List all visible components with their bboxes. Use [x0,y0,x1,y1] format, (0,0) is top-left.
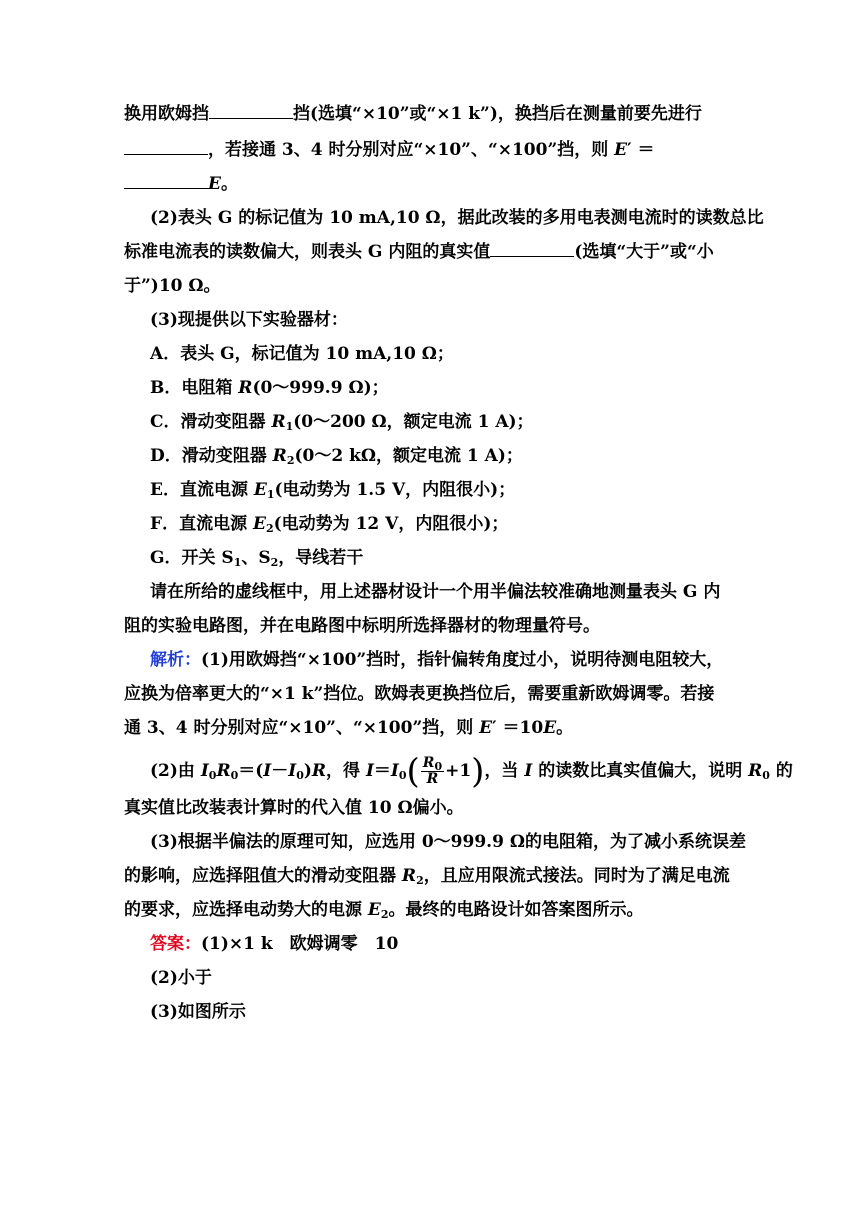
text: 的影响，应选择阻值大的滑动变阻器 [124,866,402,886]
analysis-line [150,648,723,672]
text: 。最终的电路设计如答案图所示。 [388,900,644,920]
variable: R [311,761,327,781]
option-e [150,478,515,502]
text: ＝ [373,761,391,781]
text: A．表头 G，标记值为 10 mA,10 Ω； [150,344,454,364]
text-line [124,102,702,126]
variable: R [422,755,435,771]
text: 。 [220,174,238,194]
text: 、S [241,548,271,568]
variable: R [401,866,417,886]
analysis-formula-line [150,751,793,792]
text-line [124,614,600,638]
text: ′ ＝ [627,140,655,160]
text: 挡(选填“×10”或“×1 k”)，换挡后在测量前要先进行 [293,104,702,124]
text: ) [303,761,312,781]
variable: E [208,174,221,194]
text-line [124,240,714,264]
subscript: 2 [270,556,279,569]
variable: I [524,761,533,781]
option-c [150,410,534,434]
answer-label: 答案： [150,934,201,954]
variable: I [390,761,399,781]
text: ，若接通 3、4 时分别对应“×10”、“×100”挡，则 [208,140,615,160]
subscript: 0 [762,769,770,782]
subscript: 2 [416,874,424,887]
answer-blank [490,240,574,257]
text: ，导线若干 [278,548,364,568]
text-line [124,274,221,298]
text: (选填“大于”或“小 [574,242,714,262]
variable: I [200,761,209,781]
text: 真实值比改装表计算时的代入值 10 Ω偏小。 [124,798,464,818]
text: D．滑动变阻器 [150,446,273,466]
variable: E [479,718,493,738]
subscript: 0 [398,769,407,782]
text: ，当 [484,761,525,781]
analysis-line [150,830,746,854]
text-line [124,172,238,196]
right-paren: ) [471,751,485,792]
text: 的读数比真实值偏大，说明 [532,761,749,781]
subscript: 2 [380,908,389,921]
text: F．直流电源 [150,514,253,534]
text: 的 [769,761,793,781]
option-a [150,342,454,366]
text: (0～999.9 Ω)； [252,378,389,398]
answer-blank [124,138,208,155]
text: (3)根据半偏法的原理可知，应选用 0～999.9 Ω的电阻箱，为了减小系统误差 [150,832,746,852]
option-g [150,546,363,570]
text: 的要求，应选择电动势大的电源 [124,900,368,920]
analysis-label: 解析： [150,650,201,670]
text: G．开关 S [150,548,234,568]
text: ，且应用限流式接法。同时为了满足电流 [423,866,730,886]
text: (0～200 Ω，额定电流 1 A)； [293,412,534,432]
variable: I [365,761,374,781]
answer-blank [124,172,208,189]
text: (2)由 [150,761,201,781]
text: C．滑动变阻器 [150,412,272,432]
text: ′ ＝10 [492,718,544,738]
analysis-line [124,864,730,888]
text: (1)用欧姆挡“×100”挡时，指针偏转角度过小，说明待测电阻较大， [201,650,724,670]
subscript: 0 [296,769,304,782]
variable: I [263,761,272,781]
text: (电动势为 12 V，内阻很小)； [273,514,509,534]
left-paren: ( [406,751,420,792]
answer-blank [209,102,293,119]
subscript: 0 [230,769,239,782]
answer-line [150,932,398,956]
text: 标准电流表的读数偏大，则表头 G 内阻的真实值 [124,242,491,262]
text: 换用欧姆挡 [124,104,209,124]
subscript: 1 [285,420,294,433]
text-line [150,580,720,604]
text: (3)现提供以下实验器材： [150,310,348,330]
variable: R [272,446,287,466]
answer-line [150,1000,246,1024]
variable: E [614,140,628,160]
variable: R [748,761,763,781]
text: 。 [556,718,574,738]
subscript: 2 [286,454,295,467]
fraction-numerator [421,756,444,772]
subscript: 0 [434,760,443,773]
variable: R [216,761,231,781]
variable: R [271,412,286,432]
answer-line [150,966,212,990]
text: － [271,761,289,781]
variable: E [253,480,267,500]
text: +1 [445,761,472,781]
option-b [150,376,389,400]
text: B．电阻箱 [150,378,239,398]
fraction-denominator: R [426,771,439,787]
subscript: 1 [266,488,275,501]
text: 通 3、4 时分别对应“×10”、“×100”挡，则 [124,718,480,738]
variable: E [367,900,381,920]
analysis-line [124,796,464,820]
variable: R [238,378,253,398]
text-line [124,138,655,162]
text: 阻的实验电路图，并在电路图中标明所选择器材的物理量符号。 [124,616,600,636]
subscript: 0 [208,769,217,782]
fraction [421,756,444,787]
text: (0～2 kΩ，额定电流 1 A)； [294,446,523,466]
variable: E [253,514,266,534]
subscript: 2 [265,522,274,535]
option-f [150,512,508,536]
text-line [150,206,764,230]
text-line [150,308,348,332]
option-d [150,444,523,468]
variable: E [543,718,557,738]
text: (2)表头 G 的标记值为 10 mA,10 Ω，据此改装的多用电表测电流时的读数总比 [150,208,764,228]
text: ，得 [326,761,366,781]
text: (3)如图所示 [150,1002,246,1022]
text: (1)×1 k 欧姆调零 10 [201,934,399,954]
text: (电动势为 1.5 V，内阻很小)； [274,480,516,500]
analysis-line [124,898,644,922]
text: ＝( [238,761,264,781]
analysis-line [124,682,714,706]
subscript: 1 [233,556,242,569]
variable: I [288,761,297,781]
text: (2)小于 [150,968,212,988]
text: 应换为倍率更大的“×1 k”挡位。欧姆表更换挡位后，需要重新欧姆调零。若接 [124,684,715,704]
analysis-line [124,716,573,740]
text: 请在所给的虚线框中，用上述器材设计一个用半偏法较准确地测量表头 G 内 [150,582,721,602]
text: 于”)10 Ω。 [124,276,221,296]
text: E．直流电源 [150,480,254,500]
